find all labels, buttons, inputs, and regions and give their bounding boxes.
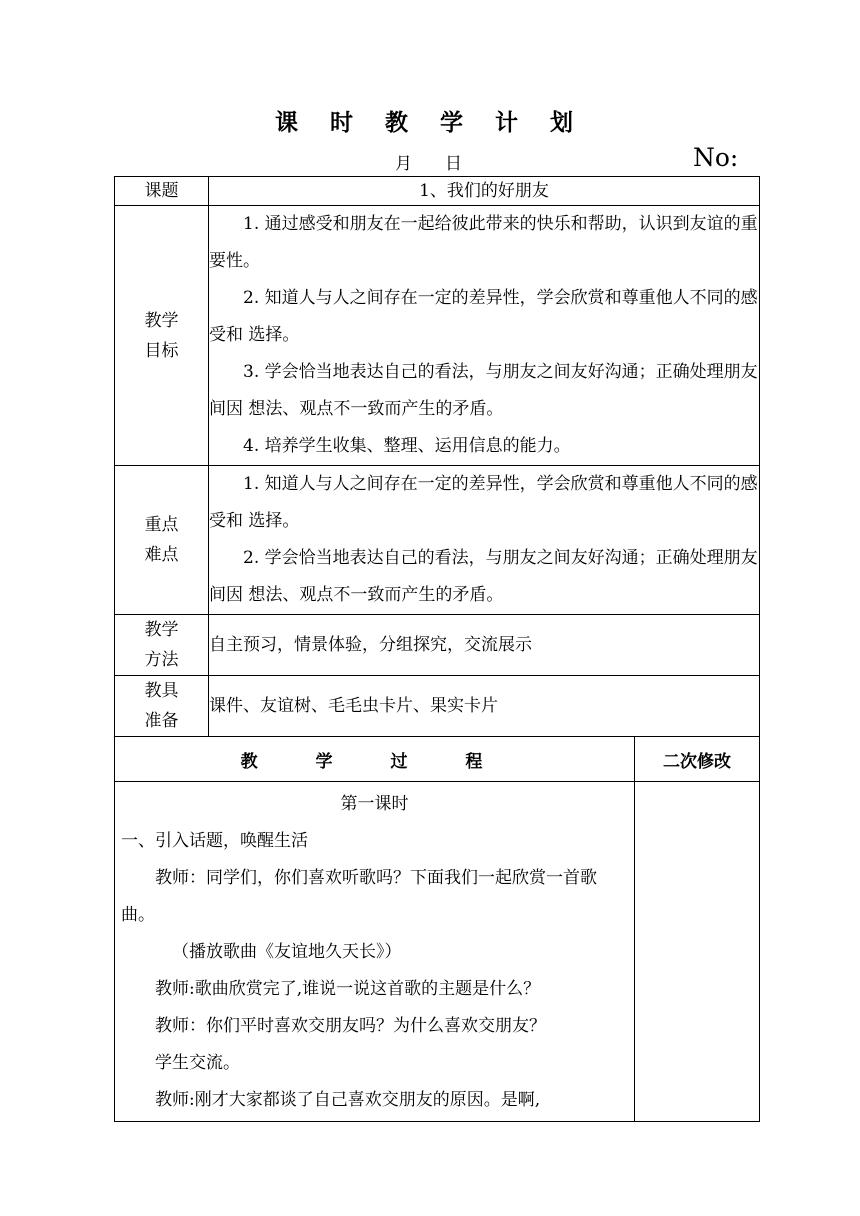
lesson-title: 第一课时 [340, 794, 409, 814]
goal-item: 1. 通过感受和朋友在一起给彼此带来的快乐和帮助，认识到友谊的重要性。 [209, 214, 758, 271]
tools-label: 教具 准备 [115, 676, 209, 737]
key-points-label: 重点 难点 [115, 466, 209, 615]
revision-header: 二次修改 [635, 737, 760, 782]
method-label: 教学 方法 [115, 615, 209, 676]
goals-content [209, 206, 760, 466]
goals-row [115, 206, 760, 466]
goals-label: 教学 目标 [115, 206, 209, 466]
key-point-item: 2. 学会恰当地表达自己的看法，与朋友之间友好沟通；正确处理朋友间因 想法、观点不一致而产生的矛盾。 [209, 548, 758, 605]
method-value: 自主预习，情景体验，分组探究，交流展示 [209, 615, 760, 676]
date-line [0, 143, 860, 175]
goal-item: 2. 知道人与人之间存在一定的差异性，学会欣赏和尊重他人不同的感受和 选择。 [209, 288, 758, 345]
process-paragraph: 教师：同学们，你们喜欢听歌吗？下面我们一起欣赏一首歌曲。 [121, 868, 597, 925]
process-paragraph: 教师：你们平时喜欢交朋友吗？为什么喜欢交朋友？ [155, 1016, 546, 1036]
process-paragraph: 教师:刚才大家都谈了自己喜欢交朋友的原因。是啊, [155, 1090, 541, 1110]
process-content [115, 782, 635, 1122]
method-row [115, 615, 760, 676]
process-paragraph: 教师:歌曲欣赏完了,谁说一说这首歌的主题是什么？ [155, 979, 541, 999]
day-label: 日 [445, 154, 462, 174]
process-paragraph: （播放歌曲《友谊地久天长》） [172, 942, 402, 962]
key-points-content [209, 466, 760, 615]
goal-item: 4. 培养学生收集、整理、运用信息的能力。 [243, 436, 571, 456]
process-paragraph: 学生交流。 [155, 1053, 240, 1073]
key-point-item: 1. 知道人与人之间存在一定的差异性，学会欣赏和尊重他人不同的感受和 选择。 [209, 474, 758, 531]
tools-row [115, 676, 760, 737]
topic-value: 1、我们的好朋友 [209, 177, 760, 206]
page-title: 课 时 教 学 计 划 [274, 109, 586, 136]
goal-item: 3. 学会恰当地表达自己的看法，与朋友之间友好沟通；正确处理朋友间因 想法、观点不一致而产生的矛盾。 [209, 362, 758, 419]
revision-content [635, 782, 760, 1122]
process-body-row [115, 782, 760, 1122]
process-header-row [115, 737, 760, 782]
month-label: 月 [395, 154, 412, 174]
section-heading: 一、引入话题，唤醒生活 [121, 831, 308, 851]
process-header: 教 学 过 程 [115, 737, 635, 782]
key-points-row [115, 466, 760, 615]
tools-value: 课件、友谊树、毛毛虫卡片、果实卡片 [209, 676, 760, 737]
lesson-plan-table [114, 176, 760, 1122]
topic-label: 课题 [115, 177, 209, 206]
topic-row [115, 177, 760, 206]
number-label: No: [693, 143, 739, 172]
